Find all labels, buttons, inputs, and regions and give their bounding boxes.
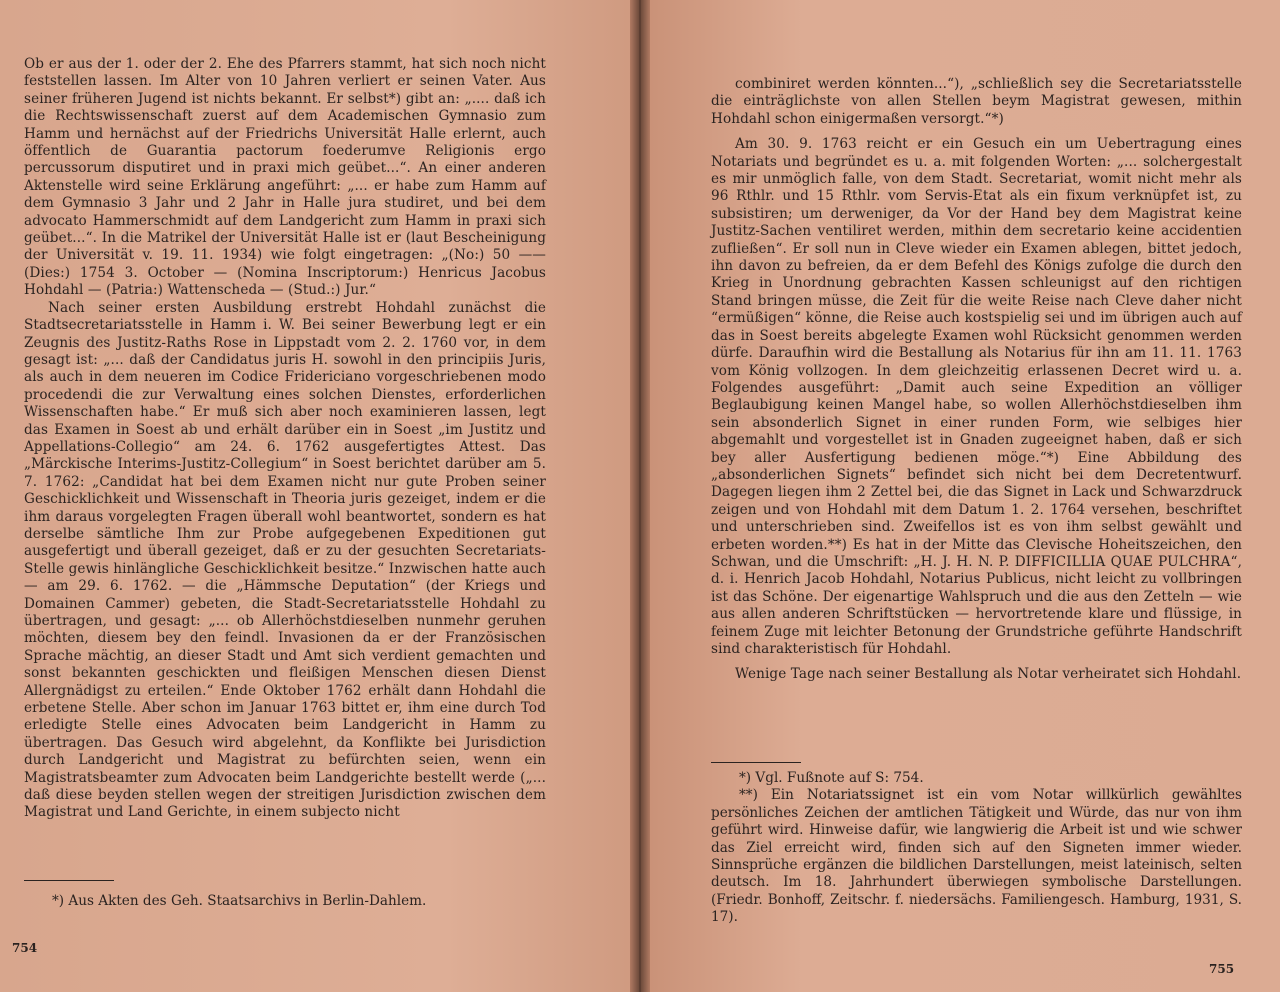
right-paragraph-1: combiniret werden könnten...“), „schließlich sey die Secretariatsstelle die einträglichste von allen Stellen beym Magistrat gewesen, mithin Hohdahl schon einigermaßen versorgt.“*) [711,76,1242,127]
book-gutter [630,0,650,992]
page-number-left: 754 [12,941,38,955]
left-paragraph-1: Ob er aus der 1. oder der 2. Ehe des Pfarrers stammt, hat sich noch nicht feststellen lassen. Im Alter von 10 Jahren verliert er seinen Vater. Aus seiner früheren Jugend ist nichts bekannt. Er selbst*) gibt an: „.... daß ich die Rechtswissenschaft zuerst auf dem Academischen Gymnasio zum Hamm und hernächst auf der Friedrichs Universität Halle erlernt, auch öffentlich de Guarantia pactorum foederumve Religionis ergo percussorum disputiret und in praxi mich geübet...“. An einer anderen Aktenstelle wird seine Erklärung angeführt: „... er habe zum Hamm auf dem Gymnasio 3 Jahr und 2 Jahr in Halle jura studiret, und bei dem advocato Hammerschmidt auf dem Landgericht zum Hamm in praxi sich geübet...“. In die Matrikel der Universität Halle ist er (laut Bescheinigung der Universität v. 19. 11. 1934) wie folgt eingetragen: „(No:) 50 —— (Dies:) 1754 3. October — (Nomina Inscriptorum:) Henricus Jacobus Hohdahl — (Patria:) Wattenscheda — (Stud.:) Jur.“ [24,56,546,299]
left-page [0,0,636,992]
left-footnotes [24,893,546,910]
footnote-rule [24,880,114,881]
left-footnote-1: *) Aus Akten des Geh. Staatsarchivs in Berlin-Dahlem. [52,893,427,909]
right-footnote-1: *) Vgl. Fußnote auf S: 754. [739,770,924,786]
right-paragraph-2: Am 30. 9. 1763 reicht er ein Gesuch ein um Uebertragung eines Notariats und begründet es u. a. mit folgenden Worten: „... solchergestalt es mir unmöglich falle, von dem Stadt. Secretariat, womit nicht mehr als 96 Rthlr. und 15 Rthlr. vom Servis-Etat als ein fixum verknüpfet ist, zu subsistiren; um derweniger, da Vor der Hand bey dem Magistrat keine Justitz-Sachen ventiliret werden, mithin dem secretario keine accidentien zufließen“. Er soll nun in Cleve wieder ein Examen ablegen, bittet jedoch, ihn davon zu befreien, da er dem Befehl des Königs zufolge die durch den Krieg in Unordnung gebrachten Kassen schleunigst auf den richtigen Stand bringen müsse, die Zeit für die weite Reise nach Cleve daher nicht “ermüßigen“ könne, die Reise auch kostspielig sei und im übrigen auch auf das in Soest bereits abgelegte Examen wohl Rücksicht genommen werden dürfe. Daraufhin wird die Bestallung als Notarius für ihn am 11. 11. 1763 vom König vollzogen. In dem gleichzeitig erlassenen Decret wird u. a. Folgendes ausgeführt: „Damit auch seine Expedition an völliger Beglaubigung keinen Mangel habe, so wollen Allerhöchstdieselben ihm sein absonderlich Signet in einer runden Form, wie selbiges hier abgemahlt und vorgestellet ist in Gnaden zugeeignet haben, daß er sich bey aller Ausfertigung bedienen möge.“*) Eine Abbildung des „absonderlichen Signets“ befindet sich nicht bei dem Decretentwurf. Dagegen liegen ihm 2 Zettel bei, die das Signet in Lack und Schwarzdruck zeigen und von Hohdahl mit dem Datum 1. 2. 1764 versehen, beschriftet und unterschrieben sind. Zweifellos ist es von ihm selbst gewählt und erbeten worden.**) Es hat in der Mitte das Clevische Hoheitszeichen, den Schwan, und die Umschrift: „H. J. H. N. P. DIFFICILLIA QUAE PULCHRA“, d. i. Henrich Jacob Hohdahl, Notarius Publicus, nicht leicht zu vollbringen ist das Schöne. Der eigenartige Wahlspruch und die aus den Zetteln — wie aus allen anderen Schriftstücken — hervortretende klare und flüssige, in feinem Zuge mit leichter Betonung der Grundstriche geführte Handschrift sind charakteristisch für Hohdahl. [711,136,1242,657]
footnote-rule [711,762,801,763]
page-number-right: 755 [1209,962,1235,976]
right-page-body [711,76,1242,684]
right-footnotes [711,770,1242,927]
right-page [644,0,1280,992]
left-paragraph-2: Nach seiner ersten Ausbildung erstrebt Hohdahl zunächst die Stadtsecretariatsstelle in Hamm i. W. Bei seiner Bewerbung legt er ein Zeugnis des Justitz-Raths Rose in Lippstadt vom 2. 2. 1760 vor, in dem gesagt ist: „... daß der Candidatus juris H. sowohl in den principiis Juris, als auch in dem neueren im Codice Fridericiano vorgeschriebenen modo procedendi die zur Verwaltung eines solchen Dienstes, erforderlichen Wissenschaften habe.“ Er muß sich aber noch examinieren lassen, legt das Examen in Soest ab und erhält darüber ein in Soest „im Justitz und Appellations-Collegio“ am 24. 6. 1762 ausgefertigtes Attest. Das „Märckische Interims-Justitz-Collegium“ in Soest berichtet darüber am 5. 7. 1762: „Candidat hat bei dem Examen nicht nur gute Proben seiner Geschicklichkeit und Wissenschaft in Theoria juris gezeiget, indem er die ihm daraus vorgelegten Fragen überall wohl beantwortet, sondern es hat derselbe sämtliche Ihm zur Probe aufgegebenen Expeditionen gut ausgefertigt und überall gezeiget, daß er zu der gesuchten Secretariats-Stelle gewis hinlängliche Geschicklichkeit besitze.“ Inzwischen hatte auch — am 29. 6. 1762. — die „Hämmsche Deputation“ (der Kriegs und Domainen Cammer) gebeten, die Stadt-Secretariatsstelle Hohdahl zu übertragen, und gesagt: „... ob Allerhöchstdieselben nunmehr geruhen möchten, diesem bey den feindl. Invasionen da er der Französischen Sprache mächtig, an dieser Stadt und Amt sich verdient gemachten und sonst bekannten geschickten und fleißigen Menschen diesen Dienst Allergnädigst zu erteilen.“ Ende Oktober 1762 erhält dann Hohdahl die erbetene Stelle. Aber schon im Januar 1763 bittet er, ihm eine durch Tod erledigte Stelle eines Advocaten beim Landgericht in Hamm zu übertragen. Das Gesuch wird abgelehnt, da Konflikte bei Jurisdiction durch Landgericht und Magistrat zu befürchten seien, wenn ein Magistratsbeamter zum Advocaten beim Landgerichte bestellt werde („... daß diese beyden stellen wegen der streitigen Jurisdiction zwischen dem Magistrat und Land Gerichte, in einem subjecto nicht [24,299,546,821]
right-paragraph-3: Wenige Tage nach seiner Bestallung als Notar verheiratet sich Hohdahl. [735,666,1242,683]
left-page-body [24,56,546,822]
right-footnote-2: **) Ein Notariatssignet ist ein vom Notar willkürlich gewähltes persönliches Zeichen der amtlichen Tätigkeit und Würde, das nur von ihm geführt wird. Hinweise dafür, wie langwierig die Arbeit ist und wie schwer das Ziel erreicht wird, finden sich auf den Signeten immer wieder. Sinnsprüche ergänzen die bildlichen Darstellungen, meist lateinisch, selten deutsch. Im 18. Jahrhundert überwiegen symbolische Darstellungen. (Friedr. Bonhoff, Zeitschr. f. niedersächs. Familiengesch. Hamburg, 1931, S. 17). [711,787,1242,926]
